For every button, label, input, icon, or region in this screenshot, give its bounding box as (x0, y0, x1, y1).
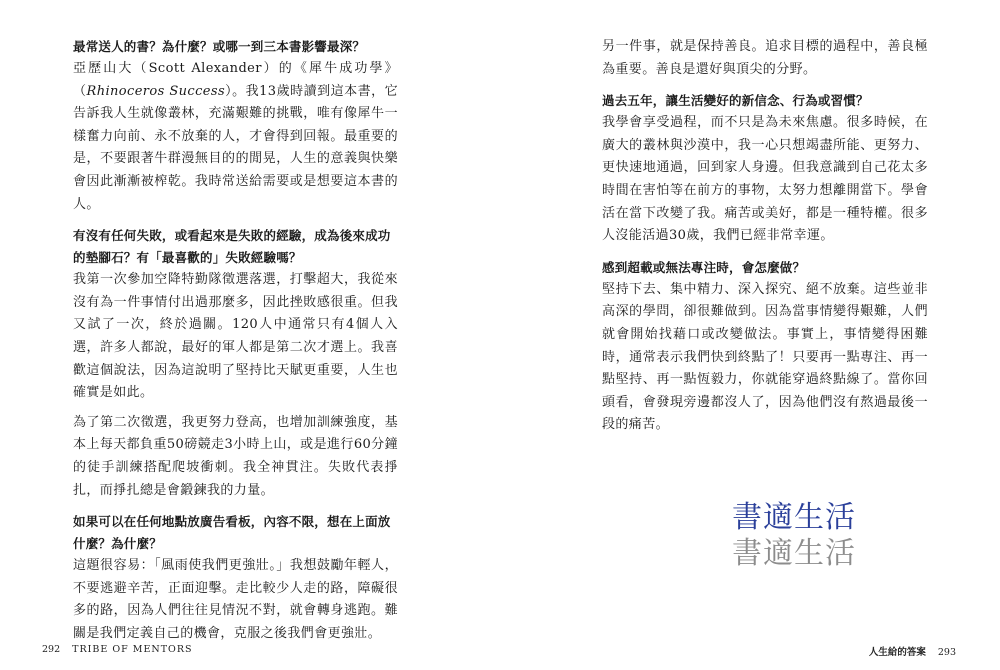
watermark-line-secondary: 書適生活 (732, 536, 856, 571)
right-page (602, 36, 928, 437)
answer-paragraph (73, 58, 398, 216)
question-heading: 如果可以在任何地點放廣告看板，內容不限，想在上面放什麼？為什麼？ (73, 514, 391, 552)
left-footer (42, 644, 192, 655)
left-page (73, 36, 398, 645)
spacer (602, 248, 928, 257)
watermark-logo (732, 500, 872, 572)
answer-paragraph: 這題很容易：「風雨使我們更強壯。」我想鼓勵年輕人，不要逃避辛苦，正面迎擊。走比較少人走的路，障礙很多的路，因為人們往往見情況不對，就會轉身逃跑。難關是我們定義自己的機會，克服之後我們會更強壯。 (73, 558, 398, 641)
spacer (73, 502, 398, 511)
answer-text: 亞歷山大（Scott Alexander）的《犀牛成功學》（ (73, 61, 398, 99)
right-footer (869, 644, 956, 658)
answer-paragraph: 我第一次參加空降特勤隊徵選落選，打擊超大，我從來沒有為一件事情付出過那麼多，因此挫敗感很重。但我又試了一次，終於過關。120人中通常只有4個人入選，許多人都說，最好的軍人都是第二次才選上。我喜歡這個說法，因為這說明了堅持比天賦更重要，人生也確實是如此。 (73, 272, 398, 401)
answer-paragraph: 為了第二次徵選，我更努力登高，也增加訓練強度，基本上每天都負重50磅競走3小時上山，或是進行60分鐘的徒手訓練搭配爬坡衝刺。我全神貫注。失敗代表掙扎，而掙扎總是會鍛鍊我的力量。 (73, 414, 398, 498)
spacer (602, 81, 928, 90)
answer-paragraph: 我學會享受過程，而不只是為未來焦慮。很多時候，在廣大的叢林與沙漠中，我一心只想竭盡所能、更努力、更快速地通過，回到家人身邊。但我意識到自己花太多時間在害怕等在前方的事物，太努力想離開當下。學會活在當下改變了我。痛苦或美好，都是一種特權。很多人沒能活過30歲，我們已經非常幸運。 (602, 115, 928, 244)
question-heading: 最常送人的書？為什麼？或哪一到三本書影響最深？ (73, 39, 366, 54)
answer-paragraph: 堅持下去、集中精力、深入探究、絕不放棄。這些並非高深的學問，卻很難做到。因為當事情變得艱難，人們就會開始找藉口或改變做法。事實上，事情變得困難時，通常表示我們快到終點了！只要再一點專注、再一點堅持、再一點恆毅力，你就能穿過終點線了。當你回頭看，會發現旁邊都沒人了，因為他們沒有熬過最後一段的痛苦。 (602, 281, 928, 433)
question-heading: 感到超載或無法專注時，會怎麼做？ (602, 259, 806, 275)
watermark-line-primary: 書適生活 (732, 500, 856, 535)
book-title-english: Rhinoceros Success (86, 83, 226, 99)
running-chapter-title: 人生給的答案 (868, 647, 926, 658)
running-book-title: TRIBE OF MENTORS (72, 644, 193, 655)
question-heading: 有沒有任何失敗，或看起來是失敗的經驗，成為後來成功的墊腳石？有「最喜歡的」失敗經驗嗎？ (73, 228, 391, 266)
answer-paragraph: 另一件事，就是保持善良。追求目標的過程中，善良極為重要。善良是還好與頂尖的分野。 (602, 39, 928, 77)
spacer (73, 405, 398, 412)
answer-text: ）。我13歲時讀到這本書，它告訴我人生就像叢林，充滿艱難的挑戰，唯有像犀牛一樣奮力向前、永不放棄的人，才會得到回報。最重要的是，不要跟著牛群漫無目的的閒晃，人生的意義與快樂會因此漸漸被榨乾。我時常送給需要或是想要這本書的人。 (73, 83, 398, 212)
spacer (73, 216, 398, 225)
page-number: 293 (937, 647, 956, 658)
page-number: 292 (42, 644, 61, 655)
question-heading: 過去五年，讓生活變好的新信念、行為或習慣？ (602, 93, 869, 109)
